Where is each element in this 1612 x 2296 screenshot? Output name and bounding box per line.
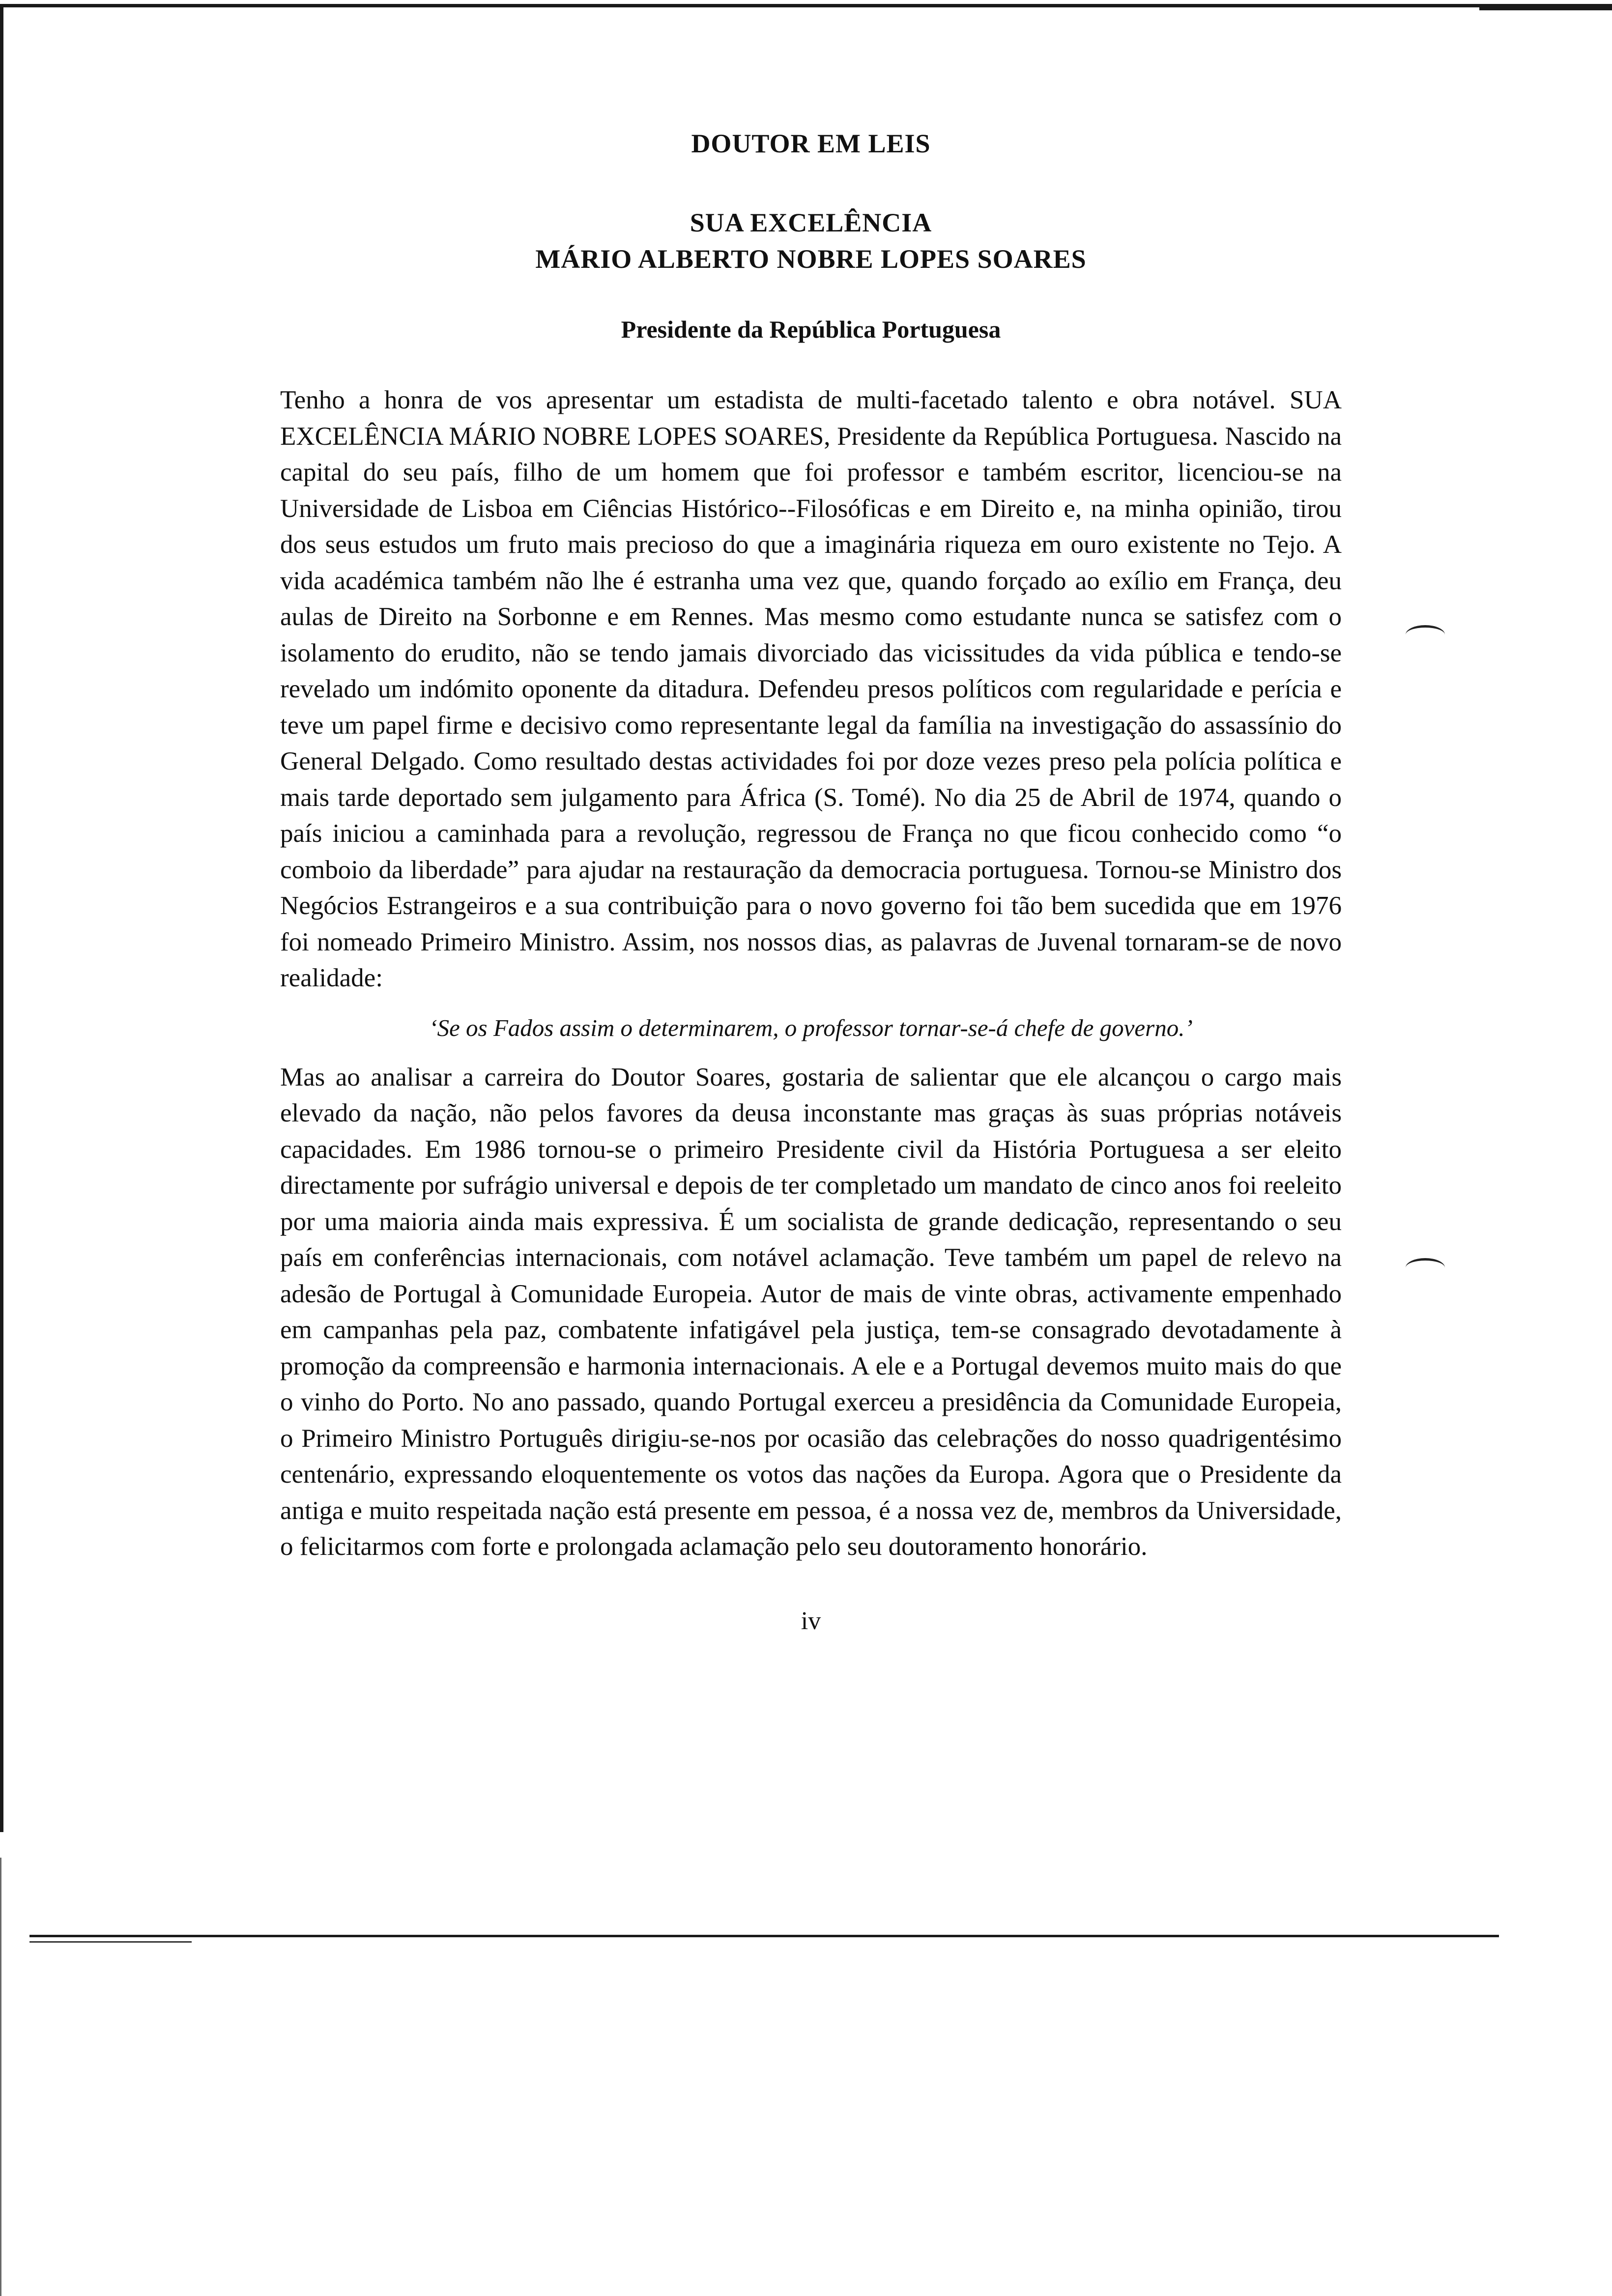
scan-border-left-lower <box>0 1858 1 2296</box>
scan-border-top <box>0 4 1612 7</box>
page-number: iv <box>801 1607 821 1635</box>
scan-border-left <box>0 4 3 1832</box>
scan-border-bottom <box>29 1935 1499 1937</box>
scan-border-bottom-thin <box>29 1941 192 1943</box>
margin-mark-lower <box>1406 1258 1445 1277</box>
honoree-name: MÁRIO ALBERTO NOBRE LOPES SOARES <box>535 244 1087 274</box>
document-page <box>280 124 1342 1639</box>
juvenal-quote: ‘Se os Fados assim o determinarem, o professor tornar-se-á chefe de governo.’ <box>429 1014 1193 1041</box>
honoree-title-line-1: SUA EXCELÊNCIA <box>690 208 932 237</box>
margin-mark-upper <box>1406 625 1445 644</box>
body-paragraph-1: Tenho a honra de vos apresentar um estadista de multi-facetado talento e obra notável. SUA EXCELÊNCIA MÁRIO NOBRE LOPES SOARES, Presidente da República Portuguesa. Nascido na capital do seu país, filho de um homem que foi professor e também escritor, licenciou-se na Universidade de Lisboa em Ciências Histórico--Filosóficas e em Direito e, na minha opinião, tirou dos seus estudos um fruto mais precioso do que a imaginária riqueza em ouro existente no Tejo. A vida académica também não lhe é estranha uma vez que, quando forçado ao exílio em França, deu aulas de Direito na Sorbonne e em Rennes. Mas mesmo como estudante nunca se satisfez com o isolamento do erudito, não se tendo jamais divorciado das vicissitudes da vida pública e tendo-se revelado um indómito oponente da ditadura. Defendeu presos políticos com regularidade e perícia e teve um papel firme e decisivo como representante legal da família na investigação do assassínio do General Delgado. Como resultado destas actividades foi por doze vezes preso pela polícia política e mais tarde deportado sem julgamento para África (S. Tomé). No dia 25 de Abril de 1974, quando o país iniciou a caminhada para a revolução, regressou de França no que ficou conhecido como “o comboio da liberdade” para ajudar na restauração da democracia portuguesa. Tornou-se Ministro dos Negócios Estrangeiros e a sua contribuição para o novo governo foi tão bem sucedida que em 1976 foi nomeado Primeiro Ministro. Assim, nos nossos dias, as palavras de Juvenal tornaram-se de novo realidade: <box>280 386 1342 992</box>
scan-border-top-right <box>1479 7 1612 10</box>
degree-heading: DOUTOR EM LEIS <box>691 129 931 158</box>
body-paragraph-2: Mas ao analisar a carreira do Doutor Soares, gostaria de salientar que ele alcançou o cargo mais elevado da nação, não pelos favores da deusa inconstante mas graças às suas próprias notáveis capacidades. Em 1986 tornou-se o primeiro Presidente civil da História Portuguesa a ser eleito directamente por sufrágio universal e depois de ter completado um mandato de cinco anos foi reeleito por uma maioria ainda mais expressiva. É um socialista de grande dedicação, representando o seu país em conferências internacionais, com notável aclamação. Teve também um papel de relevo na adesão de Portugal à Comunidade Europeia. Autor de mais de vinte obras, activamente empenhado em campanhas pela paz, combatente infatigável pela justiça, tem-se consagrado devotadamente à promoção da compreensão e harmonia internacionais. A ele e a Portugal devemos muito mais do que o vinho do Porto. No ano passado, quando Portugal exerceu a presidência da Comunidade Europeia, o Primeiro Ministro Português dirigiu-se-nos por ocasião das celebrações do nosso quadrigentésimo centenário, expressando eloquentemente os votos das nações da Europa. Agora que o Presidente da antiga e muito respeitada nação está presente em pessoa, é a nossa vez de, membros da Universidade, o felicitarmos com forte e prolongada aclamação pelo seu doutoramento honorário. <box>280 1062 1342 1561</box>
honoree-subtitle: Presidente da República Portuguesa <box>621 316 1001 343</box>
